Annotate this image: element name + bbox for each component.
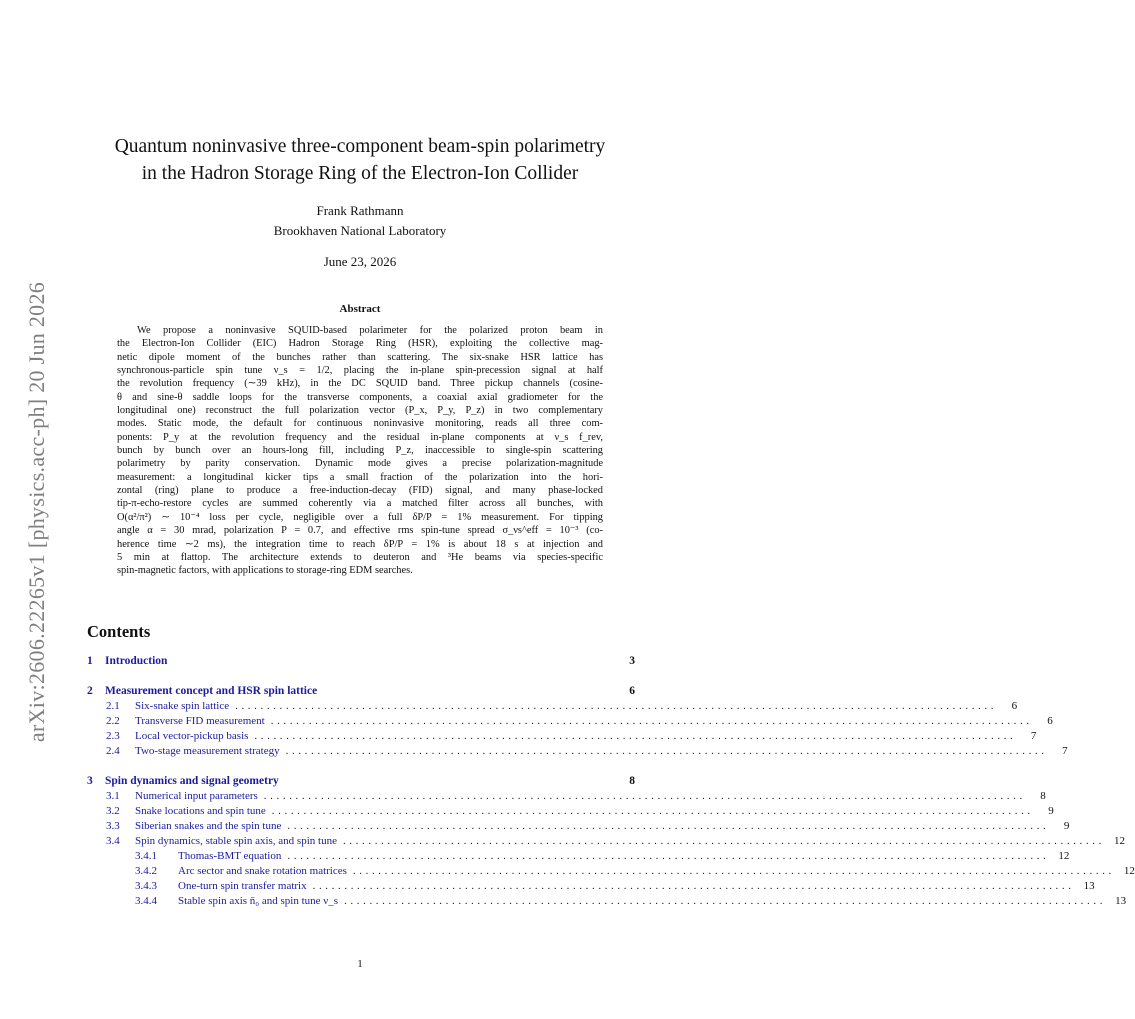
title-line-2: in the Hadron Storage Ring of the Electron-Ion Collider <box>141 163 579 184</box>
paper-title <box>60 133 660 187</box>
toc-page: 12 <box>1058 850 1070 862</box>
abstract-line: the revolution frequency (∼39 kHz), in the DC SQUID band. Three pickup channels (cosine- <box>117 378 603 390</box>
toc-leader-dots: ........................................................................................................................ <box>352 865 1115 877</box>
abstract-line: spin-magnetic factors, with applications to storage-ring EDM searches. <box>117 565 413 577</box>
toc-subsection[interactable] <box>87 865 1135 880</box>
abstract-line: polarimetry by parity conservation. Dynamic mode gives a precise polarization-magnitude <box>117 458 603 470</box>
abstract-heading: Abstract <box>339 303 381 315</box>
toc-leader-dots: ........................................................................................................................ <box>342 835 1105 847</box>
toc-label[interactable]: Introduction <box>105 655 168 667</box>
toc-page: 8 <box>629 775 635 787</box>
toc-subsection[interactable] <box>87 790 1046 805</box>
toc-label[interactable]: Snake locations and spin tune <box>135 805 266 817</box>
toc-leader-dots: ........................................................................................................................ <box>235 700 998 712</box>
toc-page: 9 <box>1048 805 1054 817</box>
toc-leader-dots: ........................................................................................................................ <box>344 895 1107 907</box>
abstract-line: O(α²/π²) ∼ 10⁻⁴ loss per cycle, negligible over a full δP/P = 1% measurement. For tipping <box>117 511 603 523</box>
abstract-line: modes. Static mode, the default for continuous noninvasive monitoring, reads all three com- <box>117 418 603 430</box>
toc-label[interactable]: Spin dynamics and signal geometry <box>105 775 279 787</box>
abstract-line: θ and sine-θ saddle loops for the transverse components, a coaxial axial gradiometer for the <box>117 391 603 403</box>
toc-number: 3.4.2 <box>135 865 157 877</box>
toc-leader-dots: ........................................................................................................................ <box>285 745 1048 757</box>
page-number: 1 <box>357 958 363 970</box>
toc-number: 3.4.4 <box>135 895 157 907</box>
toc-label[interactable]: Arc sector and snake rotation matrices <box>178 865 347 877</box>
abstract-line: We propose a noninvasive SQUID-based polarimeter for the polarized proton beam in <box>137 325 603 336</box>
author-affiliation: Brookhaven National Laboratory <box>273 223 447 238</box>
toc-page: 12 <box>1123 865 1135 877</box>
toc-number: 2 <box>87 685 93 697</box>
abstract-line: synchronous-particle spin tune ν_s = 1/2, placing the in-plane spin-precession signal at half <box>117 365 603 377</box>
toc-page: 8 <box>1040 790 1046 802</box>
abstract-body <box>117 324 603 578</box>
toc-number: 3.4.1 <box>135 850 157 862</box>
toc-number: 2.2 <box>106 715 120 727</box>
toc-number: 2.4 <box>106 745 120 757</box>
abstract-line: zontal (ring) plane to produce a free-induction-decay (FID) signal, and many phase-locked <box>117 485 603 497</box>
toc-page: 3 <box>629 655 635 667</box>
toc-page: 6 <box>629 685 635 697</box>
toc-subsection[interactable] <box>87 820 1070 835</box>
toc-subsection[interactable] <box>87 850 1070 865</box>
toc-number: 3 <box>87 775 93 787</box>
abstract-line: the Electron-Ion Collider (EIC) Hadron Storage Ring (HSR), exploiting the collective mag- <box>117 338 603 350</box>
toc-label[interactable]: Stable spin axis n̄₀ and spin tune ν_s <box>178 895 339 907</box>
toc-number: 2.3 <box>106 730 120 742</box>
toc-number: 3.1 <box>106 790 120 802</box>
toc-label[interactable]: Six-snake spin lattice <box>135 700 230 712</box>
toc-leader-dots: ........................................................................................................................ <box>287 850 1050 862</box>
toc-page: 6 <box>1011 700 1018 712</box>
toc-label[interactable]: Numerical input parameters <box>135 790 258 802</box>
abstract-line: measurement: a longitudinal kicker tips a small fraction of the polarization into the hori- <box>117 471 603 483</box>
toc-page: 12 <box>1113 835 1125 847</box>
title-line-1: Quantum noninvasive three-component beam-spin polarimetry <box>114 136 606 157</box>
toc-page: 9 <box>1063 820 1070 832</box>
toc-page: 7 <box>1030 730 1037 742</box>
toc-leader-dots: ........................................................................................................................ <box>254 730 1017 742</box>
toc-subsection[interactable] <box>87 715 1053 730</box>
paper-date: June 23, 2026 <box>323 254 397 269</box>
toc-label[interactable]: Transverse FID measurement <box>135 715 265 727</box>
toc-page: 7 <box>1062 745 1068 757</box>
toc-label[interactable]: Spin dynamics, stable spin axis, and spin tune <box>135 835 337 847</box>
toc-section[interactable] <box>87 655 635 670</box>
toc-number: 1 <box>87 655 93 667</box>
author-block <box>60 201 660 241</box>
toc-subsection[interactable] <box>87 835 1125 850</box>
abstract-line: ponents: P_y at the revolution frequency and the residual in-plane components at ν_s f_rev, <box>117 431 603 443</box>
toc-subsection[interactable] <box>87 700 1018 715</box>
arxiv-identifier: arXiv:2606.22265v1 [physics.acc-ph] 20 Jun 2026 <box>24 281 49 743</box>
toc-page: 13 <box>1115 895 1127 907</box>
contents-heading: Contents <box>87 622 151 641</box>
toc-subsection[interactable] <box>87 745 1068 760</box>
toc-leader-dots: ........................................................................................................................ <box>287 820 1050 832</box>
toc-leader-dots: ........................................................................................................................ <box>312 880 1075 892</box>
toc-label[interactable]: Two-stage measurement strategy <box>135 745 280 757</box>
toc-leader-dots: ........................................................................................................................ <box>271 805 1034 817</box>
toc-label[interactable]: Measurement concept and HSR spin lattice <box>105 685 318 697</box>
toc-subsection[interactable] <box>87 880 1095 895</box>
toc-number: 3.4 <box>106 835 120 847</box>
toc-label[interactable]: Siberian snakes and the spin tune <box>135 820 282 832</box>
abstract-line: angle α = 30 mrad, polarization P = 0.7, and effective rms spin-tune spread σ_νs^eff = 10⁻³ (co- <box>117 525 603 537</box>
toc-section[interactable] <box>87 685 635 700</box>
abstract-line: longitudinal one) reconstruct the full polarization vector (P_x, P_y, P_z) in two complementary <box>117 405 603 417</box>
toc-leader-dots: ........................................................................................................................ <box>263 790 1026 802</box>
toc-number: 2.1 <box>106 700 120 712</box>
abstract-line: tip-π-echo-restore cycles are summed coherently via a matched filter across all bunches, with <box>117 498 603 510</box>
toc-leader-dots: ........................................................................................................................ <box>270 715 1033 727</box>
abstract-line: bunch by bunch over an hours-long fill, including P_z, inaccessible to single-spin scattering <box>117 445 603 457</box>
toc-subsection[interactable] <box>87 895 1127 910</box>
toc-label[interactable]: Local vector-pickup basis <box>135 730 249 742</box>
toc-number: 3.4.3 <box>135 880 157 892</box>
toc-subsection[interactable] <box>87 805 1054 820</box>
abstract-line: herence time ∼2 ms), the integration time to reach δP/P = 1% is about 18 s at injection and <box>117 538 603 550</box>
author-name: Frank Rathmann <box>316 203 404 218</box>
toc-number: 3.3 <box>106 820 120 832</box>
toc-section[interactable] <box>87 775 635 790</box>
toc-subsection[interactable] <box>87 730 1037 745</box>
abstract-line: netic dipole moment of the bunches rather than scattering. The six-snake HSR lattice has <box>117 351 603 363</box>
toc-page: 13 <box>1083 880 1095 892</box>
abstract-line: 5 min at flattop. The architecture extends to deuteron and ³He beams via species-specific <box>117 551 603 563</box>
toc-page: 6 <box>1047 715 1053 727</box>
toc-number: 3.2 <box>106 805 120 817</box>
toc-label[interactable]: Thomas-BMT equation <box>178 850 282 862</box>
toc-label[interactable]: One-turn spin transfer matrix <box>178 880 307 892</box>
